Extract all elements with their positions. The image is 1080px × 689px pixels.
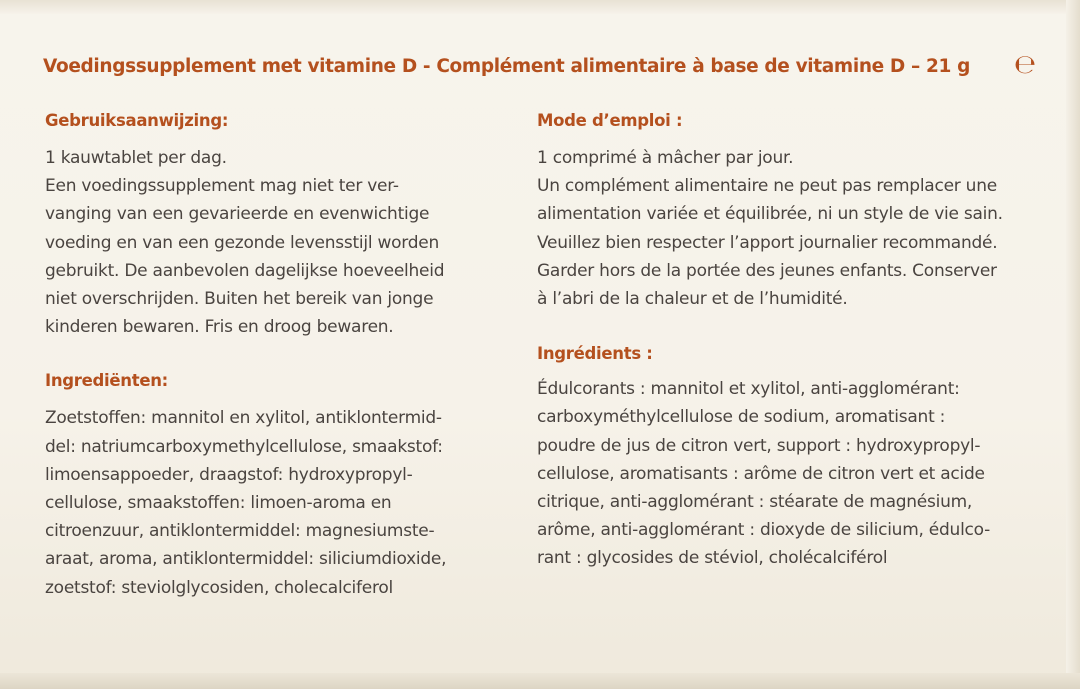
package-top-edge (0, 0, 1080, 14)
ingredients-line-fr: cellulose, aromatisants : arôme de citron vert et acide (537, 463, 985, 484)
ingredients-line-fr: rant : glycosides de stéviol, cholécalciférol (537, 548, 888, 569)
ingredients-line-fr: arôme, anti-agglomérant : dioxyde de silicium, édulco- (537, 520, 991, 541)
usage-text-fr (537, 144, 1047, 313)
ingredients-line-nl: cellulose, smaakstoffen: limoen-aroma en (45, 493, 392, 514)
usage-line-nl: kinderen bewaren. Fris en droog bewaren. (45, 317, 394, 338)
ingredients-line-fr: Édulcorants : mannitol et xylitol, anti-agglomérant: (537, 379, 960, 400)
ingredients-text-fr (537, 375, 1047, 572)
ingredients-text-nl (45, 404, 515, 601)
ingredients-line-nl: zoetstof: steviolglycosiden, cholecalciferol (45, 577, 393, 598)
ingredients-line-fr: poudre de jus de citron vert, support : hydroxypropyl- (537, 435, 981, 456)
usage-line-fr: alimentation variée et équilibrée, ni un style de vie sain. (537, 204, 1003, 225)
usage-heading-nl: Gebruiksaanwijzing: (45, 111, 229, 130)
product-title: Voedingssupplement met vitamine D - Complément alimentaire à base de vitamine D – 21 g (43, 56, 971, 77)
ingredients-line-fr: citrique, anti-agglomérant : stéarate de magnésium, (537, 492, 973, 513)
ingredients-line-nl: Zoetstoffen: mannitol en xylitol, antiklontermid- (45, 408, 442, 429)
usage-text-nl (45, 144, 515, 341)
usage-line-fr: à l’abri de la chaleur et de l’humidité. (537, 289, 848, 310)
usage-line-fr: Veuillez bien respecter l’apport journalier recommandé. (537, 232, 998, 253)
usage-line-nl: niet overschrijden. Buiten het bereik van jonge (45, 289, 434, 310)
package-right-edge (1066, 0, 1080, 689)
usage-heading-fr: Mode d’emploi : (537, 111, 683, 130)
dutch-column (45, 108, 515, 602)
estimated-sign-icon: ℮ (1014, 50, 1037, 80)
usage-line-fr: Garder hors de la portée des jeunes enfants. Conserver (537, 260, 997, 281)
ingredients-line-nl: del: natriumcarboxymethylcellulose, smaakstof: (45, 436, 443, 457)
ingredients-heading-fr: Ingrédients : (537, 344, 653, 364)
ingredients-heading-nl: Ingrediënten: (45, 371, 168, 391)
usage-line-fr: Un complément alimentaire ne peut pas remplacer une (537, 176, 997, 197)
ingredients-line-nl: limoensappoeder, draagstof: hydroxypropyl- (45, 464, 413, 485)
french-column (537, 108, 1047, 573)
ingredients-line-nl: araat, aroma, antiklontermiddel: siliciumdioxide, (45, 549, 447, 570)
package-bottom-edge (0, 673, 1080, 689)
usage-line-nl: voeding en van een gezonde levensstijl worden (45, 232, 439, 253)
usage-line-nl: Een voedingssupplement mag niet ter ver- (45, 176, 399, 197)
usage-line-nl: 1 kauwtablet per dag. (45, 148, 227, 168)
ingredients-line-fr: carboxyméthylcellulose de sodium, aromatisant : (537, 407, 946, 428)
usage-line-fr: 1 comprimé à mâcher par jour. (537, 148, 794, 168)
ingredients-line-nl: citroenzuur, antiklontermiddel: magnesiumste- (45, 521, 435, 542)
usage-line-nl: gebruikt. De aanbevolen dagelijkse hoeveelheid (45, 260, 445, 281)
usage-line-nl: vanging van een gevarieerde en evenwichtige (45, 204, 430, 225)
